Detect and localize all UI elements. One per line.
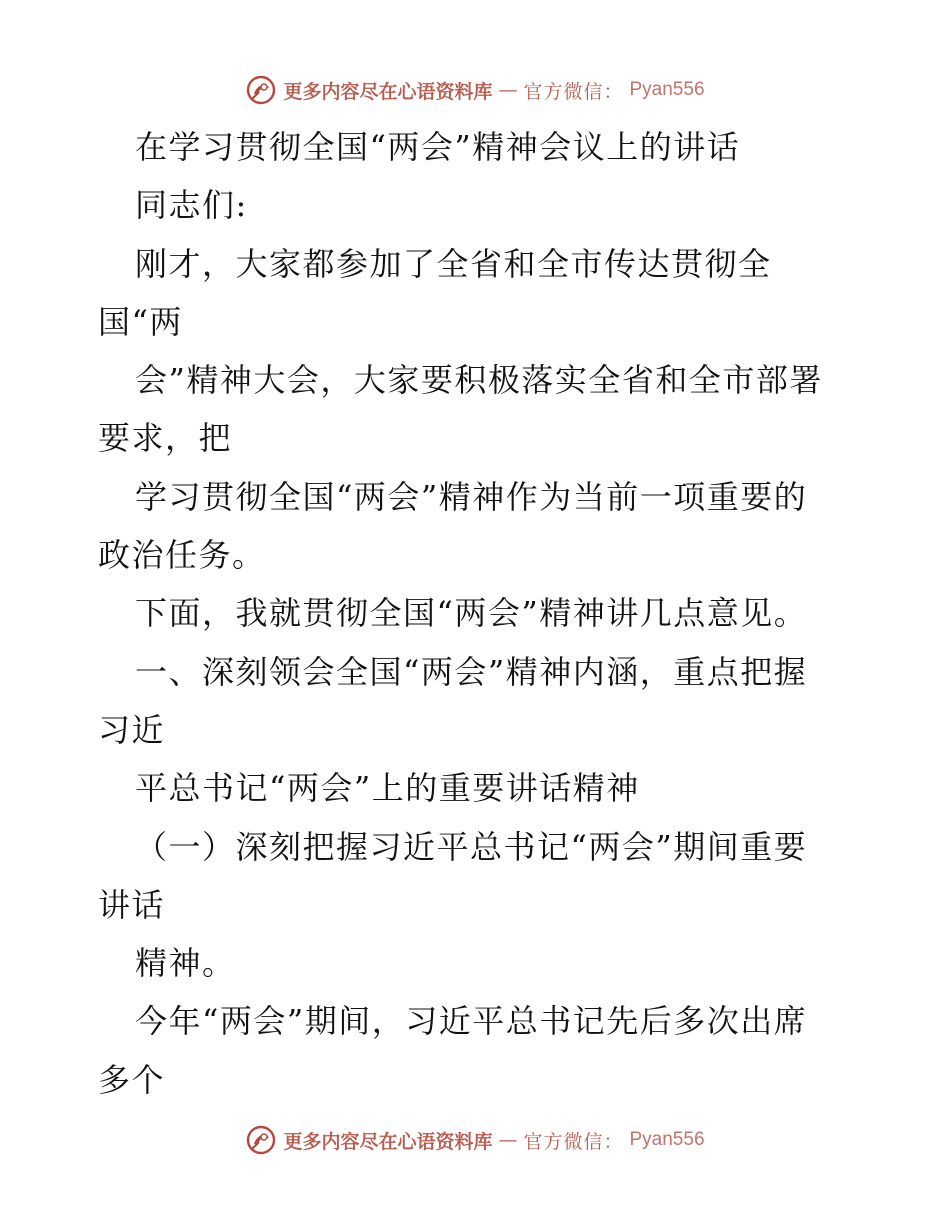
text-line: 一、深刻领会全国“两会”精神内涵，重点把握 <box>135 652 808 691</box>
watermark-site-name: 更多内容尽在心语资料库 <box>283 80 493 103</box>
header-watermark <box>0 70 950 110</box>
text-line: 习近 <box>98 710 166 749</box>
text-line: 多个 <box>98 1060 166 1099</box>
watermark-group <box>245 1124 704 1156</box>
text-line: 讲话 <box>98 885 166 924</box>
text-line: 国“两 <box>98 302 183 341</box>
text-line: 刚才，大家都参加了全省和全市传达贯彻全 <box>135 244 772 283</box>
text-line: 政治任务。 <box>98 536 266 575</box>
watermark-label: 官方微信： <box>523 80 624 103</box>
text-line: 精神。 <box>135 944 236 983</box>
watermark-wechat-id: Pyan556 <box>629 1129 705 1150</box>
watermark-label: 官方微信： <box>523 1130 624 1153</box>
rose-logo-icon <box>245 74 277 106</box>
watermark-site-name: 更多内容尽在心语资料库 <box>283 1130 493 1153</box>
text-line: 学习贯彻全国“两会”精神作为当前一项重要的 <box>135 477 808 516</box>
watermark-dash: — <box>498 79 518 101</box>
text-line: 在学习贯彻全国“两会”精神会议上的讲话 <box>135 128 741 166</box>
footer-watermark <box>0 1120 950 1160</box>
watermark-wechat-id: Pyan556 <box>629 79 705 100</box>
text-line: 要求，把 <box>98 419 233 458</box>
document-body <box>98 118 858 1109</box>
text-line: （一）深刻把握习近平总书记“两会”期间重要 <box>135 827 808 866</box>
text-line: 同志们: <box>135 186 248 225</box>
watermark-group <box>245 74 704 106</box>
rose-logo-icon <box>245 1124 277 1156</box>
text-line: 下面，我就贯彻全国“两会”精神讲几点意见。 <box>135 594 808 633</box>
text-line: 今年“两会”期间，习近平总书记先后多次出席 <box>135 1002 808 1041</box>
text-line: 平总书记“两会”上的重要讲话精神 <box>135 769 640 808</box>
text-line: 会”精神大会，大家要积极落实全省和全市部署 <box>135 361 823 400</box>
watermark-dash: — <box>498 1129 518 1151</box>
